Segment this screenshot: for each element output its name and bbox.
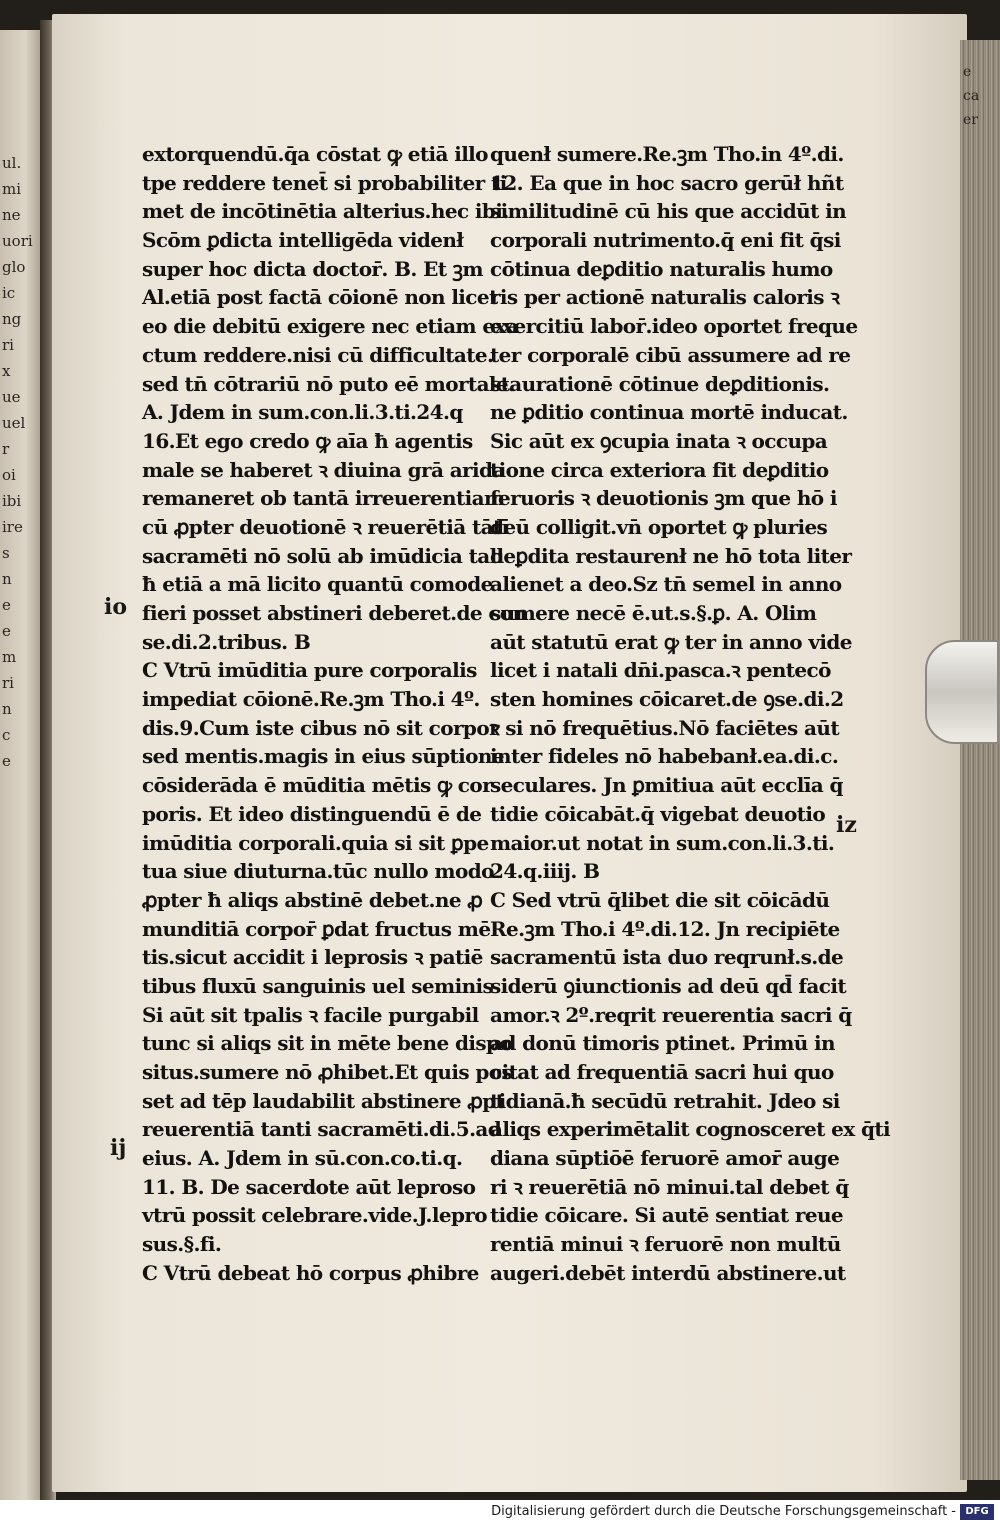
- left-column-line: cōsiderāda ē mūditia mētis ꝙ cor: [142, 773, 492, 798]
- left-column-line: tua siue diuturna.tūc nullo modo: [142, 859, 494, 884]
- left-column-line: se.di.2.tribus. B: [142, 629, 311, 654]
- left-column-line: dis.9.Cum iste cibus nō sit corpor: [142, 715, 499, 740]
- left-column-line: extorquendū.q̄a cōstat ꝙ etiā illo: [142, 142, 488, 166]
- left-column-line: munditiā corpor̄ ꝑdat fructus mē: [142, 916, 491, 941]
- left-column-line: Al.etiā post factā cōionē non licet: [142, 285, 498, 310]
- right-column-line: 24.q.iiij. B: [490, 859, 600, 884]
- right-column-line: licet i natali dn̄i.pasca.ꝛ pentecō: [490, 658, 831, 683]
- left-leaf-fragment: mi: [2, 180, 22, 198]
- left-column-line: eius. A. Jdem in sū.con.co.ti.q.: [142, 1146, 463, 1171]
- margin-number-12: iz: [836, 812, 857, 838]
- fore-edge-fragment: er: [963, 112, 978, 128]
- left-leaf-fragment: ibi: [2, 492, 22, 510]
- left-leaf-fragment: ng: [2, 310, 22, 328]
- left-leaf-fragment: uel: [2, 414, 26, 432]
- left-leaf-fragment: uori: [2, 232, 33, 250]
- left-column-line: ctum reddere.nisi cū difficultate.: [142, 342, 494, 367]
- dfg-logo: DFG: [960, 1504, 994, 1520]
- left-column-line: Si aūt sit tpalis ꝛ facile purgabil: [142, 1002, 479, 1027]
- left-leaf-fragment: n: [2, 700, 12, 718]
- left-column-line: imūditia corporali.quia si sit ꝑpe: [142, 830, 489, 855]
- right-column-line: sacramentū ista duo reqrunł.s.de: [490, 945, 844, 970]
- left-column-line: C Vtrū imūditia pure corporalis: [142, 658, 477, 683]
- right-column-line: inter fideles nō habebanł.ea.di.c.: [490, 744, 839, 769]
- left-column-line: tis.sicut accidit i leprosis ꝛ patiē: [142, 945, 483, 970]
- right-column-line: aūt statutū erat ꝙ ter in anno vide: [490, 629, 852, 654]
- right-column-line: sumere necē ē.ut.s.§.ꝑ. A. Olim: [490, 601, 817, 625]
- left-leaf-fragment: r: [2, 440, 10, 458]
- right-column-line: tione circa exteriora fit deꝑditio: [490, 457, 829, 482]
- right-column-line: 12. Ea que in hoc sacro gerūł hñt: [490, 170, 844, 195]
- left-column-line: ꝓpter ħ aliqs abstinē debet.ne ꝓ: [142, 887, 483, 912]
- left-leaf-fragment: ri: [2, 674, 14, 692]
- right-column-line: Re.ꝫm Tho.i 4º.di.12. Jn recipiēte: [490, 916, 840, 941]
- left-column-line: sed mentis.magis in eius sūptione: [142, 744, 504, 769]
- left-leaf-fragment: e: [2, 622, 11, 640]
- right-column-line: ne ꝑditio continua mortē inducat.: [490, 400, 848, 425]
- left-column-line: sus.§.fi.: [142, 1232, 222, 1257]
- left-column-line: remaneret ob tantā irreuerentiam: [142, 486, 505, 511]
- left-leaf-fragment: oi: [2, 466, 16, 484]
- left-column-line: tibus fluxū sanguinis uel seminis: [142, 973, 494, 998]
- left-leaf-fragment: n: [2, 570, 12, 588]
- right-column-line: corporali nutrimento.q̄ eni fit q̄si: [490, 228, 841, 253]
- right-column-line: tidie cōicare. Si autē sentiat reue: [490, 1203, 844, 1228]
- left-column-line: met de incōtinētia alterius.hec ibi.: [142, 199, 509, 224]
- fore-edge-fragment: e: [963, 64, 972, 80]
- right-column-line: rentiā minui ꝛ feruorē non multū: [490, 1232, 841, 1257]
- left-column-line: ħ etiā a mā licito quantū comode: [142, 572, 493, 597]
- fore-edge-fragments: [963, 60, 997, 360]
- right-column-line: maior.ut notat in sum.con.li.3.ti.: [490, 830, 835, 855]
- left-leaf-fragment: c: [2, 726, 11, 744]
- right-column-line: augeri.debēt interdū abstinere.ut: [490, 1260, 846, 1285]
- margin-number-11: ij: [110, 1135, 127, 1161]
- right-column-line: seculares. Jn ꝑmitiua aūt ecclīa q̄: [490, 773, 843, 798]
- left-leaf-fragment: ic: [2, 284, 16, 302]
- funding-notice: Digitalisierung gefördert durch die Deutsche Forschungsgemeinschaft -: [491, 1504, 956, 1519]
- right-column-line: ris per actionē naturalis caloris ꝛ: [490, 285, 840, 310]
- right-column-line: ad donū timoris ptinet. Primū in: [490, 1031, 835, 1056]
- right-column-line: quenł sumere.Re.ꝫm Tho.in 4º.di.: [490, 142, 844, 166]
- left-leaf-fragment: s: [2, 544, 10, 562]
- adjacent-left-page-fragments: [2, 150, 38, 774]
- left-column-line: reuerentiā tanti sacramēti.di.5.ad: [142, 1117, 502, 1142]
- right-column-line: diana sūptiōē feruorē amor̄ auge: [490, 1146, 840, 1171]
- left-leaf-fragment: e: [2, 596, 11, 614]
- right-column-line: deꝑdita restaurenł ne hō tota liter: [490, 543, 852, 568]
- left-column-line: impediat cōionē.Re.ꝫm Tho.i 4º.: [142, 687, 480, 712]
- left-leaf-fragment: ue: [2, 388, 21, 406]
- margin-number-10: io: [104, 594, 128, 620]
- right-column-line: cōtinua deꝑditio naturalis humo: [490, 256, 833, 281]
- digitization-footer: [0, 1500, 1000, 1525]
- left-column-line: tunc si aliqs sit in mēte bene dispo: [142, 1031, 513, 1056]
- left-column-line: tpe reddere tenet̄ si probabiliter ti: [142, 170, 507, 195]
- right-column-line: similitudinē cū his que accidūt in: [490, 199, 847, 224]
- left-text-column: [142, 140, 527, 1288]
- right-column-line: C Sed vtrū q̄libet die sit cōicādū: [490, 887, 830, 912]
- left-leaf-fragment: m: [2, 648, 17, 666]
- left-column-line: sacramēti nō solū ab imūdicia tali: [142, 543, 504, 568]
- right-column-line: ri ꝛ reuerētiā nō minui.tal debet q̄: [490, 1174, 849, 1199]
- left-column-line: fieri posset abstineri deberet.de con: [142, 601, 527, 625]
- left-column-line: sed tn̄ cōtrariū nō puto eē mortale.: [142, 371, 515, 396]
- right-column-line: staurationē cōtinue deꝑditionis.: [490, 371, 830, 396]
- left-column-line: male se haberet ꝛ diuina grā arida: [142, 457, 505, 482]
- left-leaf-fragment: ul.: [2, 154, 22, 172]
- left-column-line: 16.Et ego credo ꝙ aīa ħ agentis: [142, 428, 473, 453]
- right-column-line: alienet a deo.Sz tn̄ semel in anno: [490, 572, 842, 597]
- left-column-line: cū ꝓpter deuotionē ꝛ reuerētiā tātī: [142, 514, 509, 539]
- right-column-line: deū colligit.vn̄ oportet ꝙ pluries: [490, 514, 828, 539]
- right-column-line: siderū ꝯiunctionis ad deū qd̄ facit: [490, 973, 846, 998]
- right-column-line: Sic aūt ex ꝯcupia inata ꝛ occupa: [490, 428, 828, 453]
- right-column-line: feruoris ꝛ deuotionis ꝫm que hō i: [490, 486, 837, 511]
- right-column-line: ter corporalē cibū assumere ad re: [490, 342, 851, 367]
- right-column-line: aliqs experimētalit cognosceret ex q̄ti: [490, 1117, 890, 1142]
- left-leaf-fragment: x: [2, 362, 11, 380]
- right-column-line: tidianā.ħ secūdū retrahit. Jdeo si: [490, 1088, 840, 1113]
- left-leaf-fragment: ne: [2, 206, 21, 224]
- left-column-line: C Vtrū debeat hō corpus ꝓhibre: [142, 1260, 479, 1285]
- right-column-line: sten homines cōicaret.de ꝯse.di.2: [490, 687, 844, 712]
- left-leaf-fragment: ri: [2, 336, 14, 354]
- right-column-line: ꝛ si nō frequētius.Nō faciētes aūt: [490, 715, 839, 740]
- right-column-line: citat ad frequentiā sacri hui quo: [490, 1060, 834, 1084]
- left-column-line: super hoc dicta doctor̄. B. Et ꝫm: [142, 256, 483, 281]
- left-leaf-fragment: e: [2, 752, 11, 770]
- right-column-line: tidie cōicabāt.q̄ vigebat deuotio: [490, 801, 826, 826]
- left-column-line: poris. Et ideo distinguendū ē de: [142, 801, 482, 826]
- right-column-line: exercitiū labor̄.ideo oportet freque: [490, 314, 858, 339]
- left-leaf-fragment: glo: [2, 258, 26, 276]
- left-leaf-fragment: ire: [2, 518, 23, 536]
- left-column-line: vtrū possit celebrare.vide.J.lepro: [142, 1203, 488, 1228]
- left-column-line: A. Jdem in sum.con.li.3.ti.24.q: [142, 400, 463, 425]
- page-clip: [925, 640, 999, 744]
- left-column-line: 11. B. De sacerdote aūt leproso: [142, 1174, 476, 1199]
- left-column-line: Scōm ꝑdicta intelligēda videnł: [142, 228, 464, 253]
- left-column-line: set ad tēp laudabilit abstinere ꝓpt: [142, 1088, 505, 1113]
- fore-edge-fragment: ca: [963, 88, 980, 104]
- left-column-line: eo die debitū exigere nec etiam exa: [142, 314, 519, 339]
- left-column-line: situs.sumere nō ꝓhibet.Et quis pos: [142, 1060, 513, 1084]
- right-column-line: amor.ꝛ 2º.reqrit reuerentia sacri q̄: [490, 1002, 852, 1027]
